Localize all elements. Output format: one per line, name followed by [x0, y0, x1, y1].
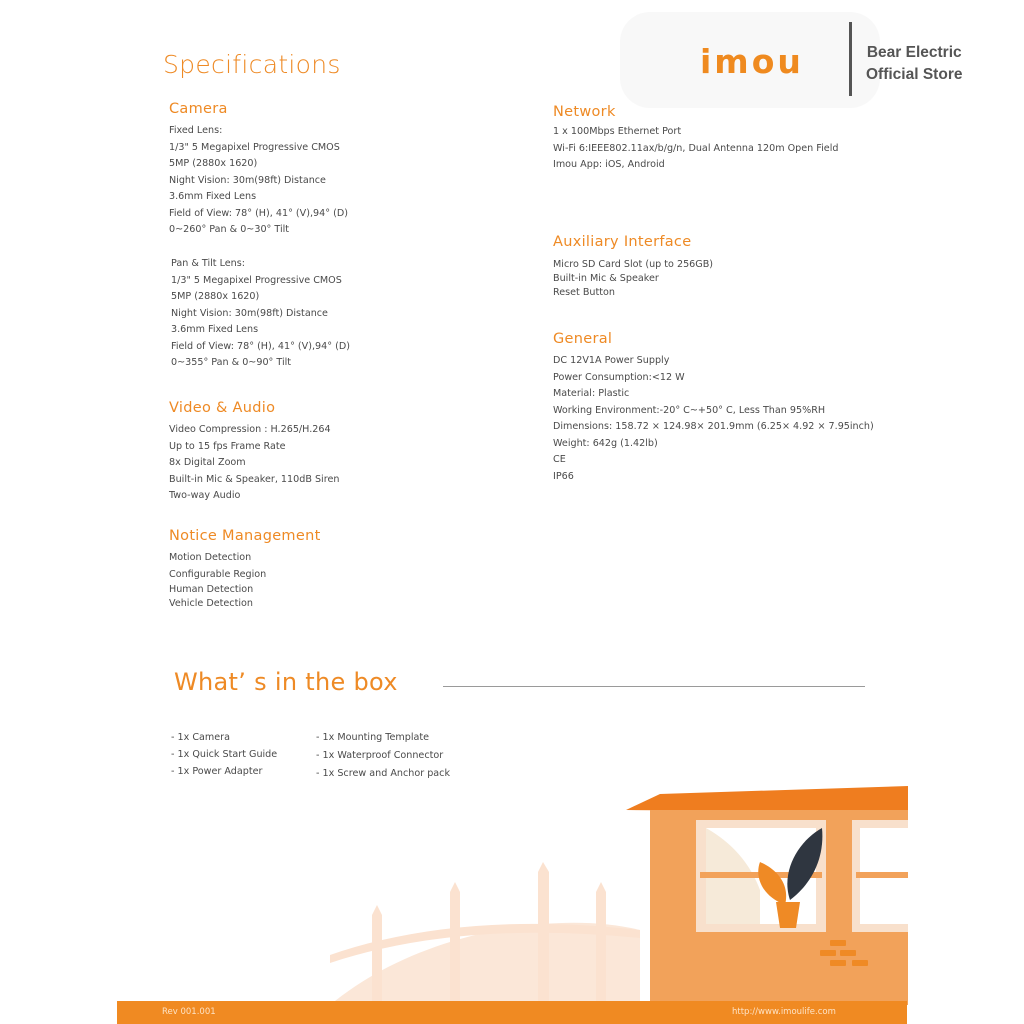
- spec-line: DC 12V1A Power Supply: [553, 355, 670, 366]
- spec-line: Imou App: iOS, Android: [553, 159, 665, 170]
- spec-line: Field of View: 78° (H), 41° (V),94° (D): [171, 340, 350, 352]
- spec-line: Video Compression : H.265/H.264: [169, 424, 331, 435]
- spec-line: Two-way Audio: [169, 490, 241, 501]
- notice-specs: [169, 550, 266, 611]
- box-item: - 1x Power Adapter: [171, 766, 263, 777]
- spec-line: Pan & Tilt Lens:: [171, 258, 245, 269]
- general-specs: [553, 353, 874, 485]
- page-title: Specifications: [163, 50, 341, 79]
- spec-line: Material: Plastic: [553, 388, 630, 399]
- spec-line: Built-in Mic & Speaker, 110dB Siren: [169, 473, 340, 485]
- spec-line: 5MP (2880x 1620): [171, 291, 260, 302]
- network-section-title: Network: [553, 104, 616, 120]
- box-contents-column-1: [171, 729, 277, 780]
- box-item: - 1x Waterproof Connector: [316, 750, 444, 761]
- spec-line: Weight: 642g (1.42lb): [553, 437, 658, 449]
- spec-line: 1 x 100Mbps Ethernet Port: [553, 126, 682, 137]
- spec-line: 0~260° Pan & 0~30° Tilt: [169, 224, 290, 235]
- spec-line: CE: [553, 454, 566, 465]
- box-item: - 1x Camera: [171, 732, 230, 743]
- spec-line: Motion Detection: [169, 552, 252, 563]
- spec-line: Working Environment:-20° C~+50° C, Less Than 95%RH: [553, 404, 826, 416]
- footer-bar: [117, 1001, 907, 1024]
- camera-fixed-lens-specs: [169, 123, 348, 239]
- camera-section-title: Camera: [169, 101, 228, 117]
- spec-line: Up to 15 fps Frame Rate: [169, 440, 286, 452]
- auxiliary-section-title: Auxiliary Interface: [553, 234, 692, 250]
- camera-pan-tilt-lens-specs: [171, 256, 350, 372]
- auxiliary-specs: [553, 258, 713, 300]
- plant-pot: [776, 902, 800, 928]
- network-specs: [553, 124, 838, 174]
- video-audio-section-title: Video & Audio: [169, 400, 276, 416]
- box-section-title: What’ s in the box: [174, 668, 398, 696]
- spec-line: Vehicle Detection: [169, 598, 253, 609]
- spec-line: Wi-Fi 6:IEEE802.11ax/b/g/n, Dual Antenna 120m Open Field: [553, 142, 839, 154]
- box-title-rule: [443, 686, 865, 687]
- spec-line: IP66: [553, 470, 574, 482]
- spec-line: 1/3" 5 Megapixel Progressive CMOS: [171, 274, 342, 286]
- imou-logo: imou: [700, 42, 804, 81]
- spec-line: Field of View: 78° (H), 41° (V),94° (D): [169, 207, 348, 219]
- spec-line: Night Vision: 30m(98ft) Distance: [171, 307, 328, 319]
- notice-section-title: Notice Management: [169, 528, 321, 544]
- store-name-line1: Bear Electric: [866, 44, 962, 61]
- header-divider: [849, 22, 852, 96]
- spec-line: Configurable Region: [169, 568, 267, 580]
- footer-url[interactable]: http://www.imoulife.com: [732, 1007, 836, 1017]
- spec-line: Night Vision: 30m(98ft) Distance: [169, 174, 326, 186]
- footer-revision: Rev 001.001: [162, 1007, 216, 1017]
- spec-line: Reset Button: [553, 287, 615, 298]
- spec-line: Power Consumption:<12 W: [553, 371, 685, 383]
- store-name-line2: Official Store: [866, 66, 963, 83]
- spec-line: Built-in Mic & Speaker: [553, 273, 659, 284]
- spec-line: Dimensions: 158.72 × 124.98× 201.9mm (6.25× 4.92 × 7.95inch): [553, 421, 874, 432]
- video-audio-specs: [169, 422, 339, 505]
- box-item: - 1x Screw and Anchor pack: [316, 768, 450, 779]
- spec-line: Human Detection: [169, 584, 254, 595]
- spec-line: 3.6mm Fixed Lens: [169, 191, 257, 202]
- spec-line: 8x Digital Zoom: [169, 457, 246, 468]
- spec-line: Fixed Lens:: [169, 125, 223, 136]
- box-contents-column-2: [316, 729, 450, 783]
- general-section-title: General: [553, 331, 613, 347]
- box-item: - 1x Mounting Template: [316, 732, 430, 743]
- spec-line: 0~355° Pan & 0~90° Tilt: [171, 357, 292, 368]
- roof: [626, 786, 908, 812]
- house-illustration: [0, 780, 1024, 1005]
- spec-line: 1/3" 5 Megapixel Progressive CMOS: [169, 141, 340, 153]
- spec-line: Micro SD Card Slot (up to 256GB): [553, 259, 714, 270]
- spec-line: 5MP (2880x 1620): [169, 158, 258, 169]
- store-name: [866, 42, 962, 86]
- box-item: - 1x Quick Start Guide: [171, 749, 278, 760]
- spec-line: 3.6mm Fixed Lens: [171, 324, 259, 335]
